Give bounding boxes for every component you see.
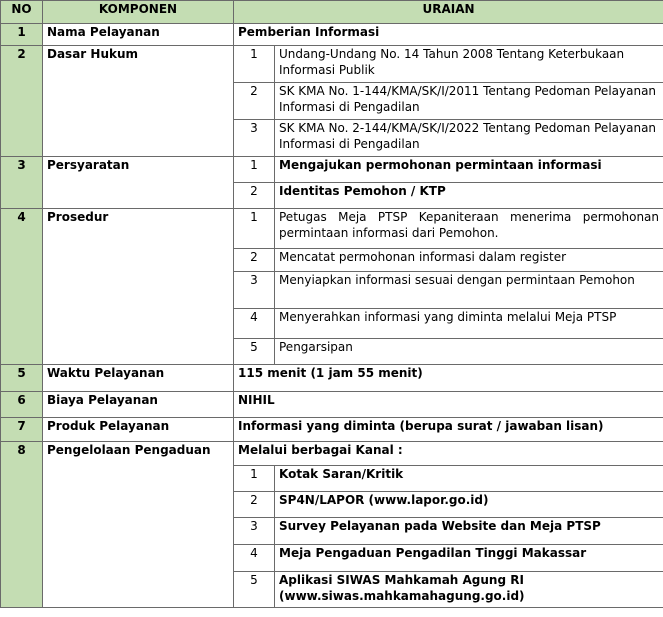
table-row — [1, 46, 663, 83]
item-text: Mencatat permohonan informasi dalam register — [275, 249, 663, 272]
item-number: 2 — [234, 492, 275, 518]
item-text: Undang-Undang No. 14 Tahun 2008 Tentang Keterbukaan Informasi Publik — [275, 46, 663, 83]
table-row — [1, 418, 663, 442]
item-number: 1 — [234, 157, 275, 183]
table-row — [1, 157, 663, 183]
item-text: SK KMA No. 2-144/KMA/SK/I/2022 Tentang Pedoman Pelayanan Informasi di Pengadilan — [275, 120, 663, 157]
item-text: Pengarsipan — [275, 339, 663, 365]
table-row — [1, 392, 663, 418]
item-text: Aplikasi SIWAS Mahkamah Agung RI (www.siwas.mahkamahagung.go.id) — [275, 572, 663, 608]
description-cell: NIHIL — [234, 392, 663, 418]
item-number: 1 — [234, 466, 275, 492]
table-row — [1, 442, 663, 466]
item-text: SK KMA No. 1-144/KMA/SK/I/2011 Tentang Pedoman Pelayanan Informasi di Pengadilan — [275, 83, 663, 120]
item-number: 2 — [234, 249, 275, 272]
item-text: Mengajukan permohonan permintaan informasi — [275, 157, 663, 183]
item-text: Menyerahkan informasi yang diminta melalui Meja PTSP — [275, 309, 663, 339]
item-number: 2 — [234, 183, 275, 209]
table-header-row — [1, 1, 663, 24]
component-label: Waktu Pelayanan — [43, 365, 234, 392]
row-number: 8 — [1, 442, 43, 608]
item-number: 1 — [234, 46, 275, 83]
header-no: NO — [1, 1, 43, 24]
item-text: Kotak Saran/Kritik — [275, 466, 663, 492]
table-row — [1, 24, 663, 46]
component-label: Pengelolaan Pengaduan — [43, 442, 234, 608]
description-cell: Informasi yang diminta (berupa surat / jawaban lisan) — [234, 418, 663, 442]
table-row — [1, 209, 663, 249]
item-number: 3 — [234, 272, 275, 309]
component-label: Prosedur — [43, 209, 234, 365]
item-number: 4 — [234, 309, 275, 339]
row-number: 2 — [1, 46, 43, 157]
item-number: 5 — [234, 572, 275, 608]
item-number: 1 — [234, 209, 275, 249]
description-cell: Pemberian Informasi — [234, 24, 663, 46]
item-text: SP4N/LAPOR (www.lapor.go.id) — [275, 492, 663, 518]
header-uraian: URAIAN — [234, 1, 663, 24]
item-text: Menyiapkan informasi sesuai dengan permintaan Pemohon — [275, 272, 663, 309]
item-number: 3 — [234, 120, 275, 157]
row-number: 7 — [1, 418, 43, 442]
table-row — [1, 365, 663, 392]
item-text: Petugas Meja PTSP Kepaniteraan menerima permohonan permintaan informasi dari Pemohon. — [275, 209, 663, 249]
item-number: 3 — [234, 518, 275, 545]
item-number: 4 — [234, 545, 275, 572]
row-number: 1 — [1, 24, 43, 46]
item-number: 5 — [234, 339, 275, 365]
row-number: 3 — [1, 157, 43, 209]
item-text: Survey Pelayanan pada Website dan Meja PTSP — [275, 518, 663, 545]
component-label: Produk Pelayanan — [43, 418, 234, 442]
component-label: Persyaratan — [43, 157, 234, 209]
component-label: Biaya Pelayanan — [43, 392, 234, 418]
component-label: Nama Pelayanan — [43, 24, 234, 46]
component-label: Dasar Hukum — [43, 46, 234, 157]
header-komponen: KOMPONEN — [43, 1, 234, 24]
row-number: 5 — [1, 365, 43, 392]
item-text: Identitas Pemohon / KTP — [275, 183, 663, 209]
item-number: 2 — [234, 83, 275, 120]
description-cell: 115 menit (1 jam 55 menit) — [234, 365, 663, 392]
row-number: 6 — [1, 392, 43, 418]
item-text: Meja Pengaduan Pengadilan Tinggi Makassar — [275, 545, 663, 572]
description-cell: Melalui berbagai Kanal : — [234, 442, 663, 466]
row-number: 4 — [1, 209, 43, 365]
